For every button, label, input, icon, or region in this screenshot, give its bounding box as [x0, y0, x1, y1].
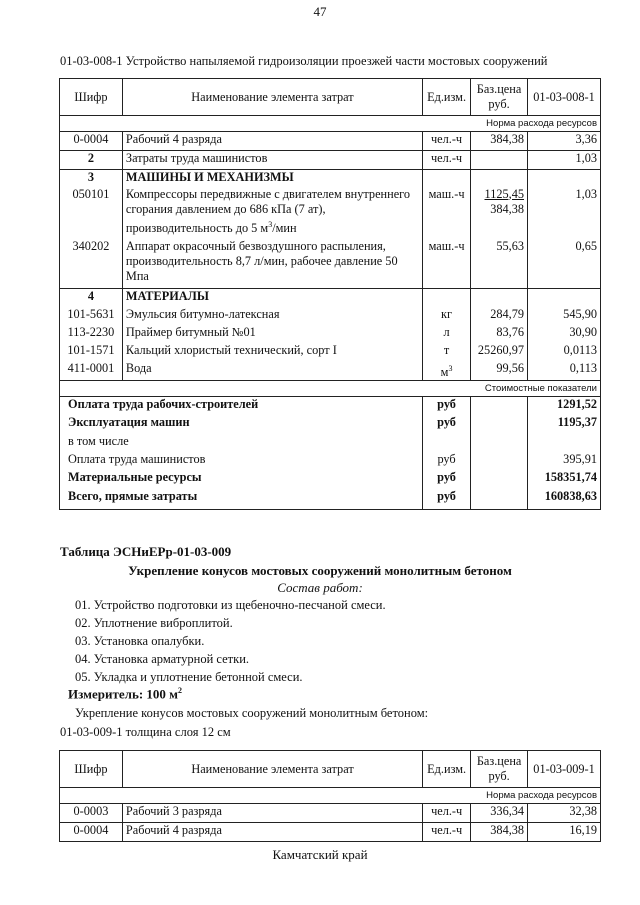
table1-header-row: [60, 79, 601, 116]
table2-title: Таблица ЭСНиЕРр-01-03-009: [60, 544, 232, 559]
table1: [59, 78, 601, 510]
cost-label: Стоимостные показатели: [60, 380, 601, 396]
cell-price: 25260,97: [471, 343, 528, 361]
cell-value: 16,19: [528, 823, 601, 842]
cell-price: [471, 187, 528, 239]
cell-name: Рабочий 4 разряда: [122, 132, 422, 151]
cell-cipher: 101-1571: [60, 343, 123, 361]
table-row: [60, 187, 601, 239]
total-row: [60, 489, 601, 509]
work-item: 03. Установка опалубки.: [75, 634, 205, 648]
norm-label: Норма расхода ресурсов: [60, 116, 601, 132]
cell-value: 0,0113: [528, 343, 601, 361]
total-value: 1291,52: [528, 396, 601, 415]
cell-cipher: 0-0004: [60, 132, 123, 151]
cell-cipher: 101-5631: [60, 307, 123, 325]
total-row: [60, 434, 601, 452]
table2-name: Укрепление конусов мостовых сооружений монолитным бетоном: [128, 563, 512, 578]
norm-row: [60, 116, 601, 132]
price-bottom: 384,38: [490, 201, 525, 216]
cost-row: [60, 380, 601, 396]
cell-price: 384,38: [471, 823, 528, 842]
unit-text: м: [440, 364, 449, 379]
total-value: 395,91: [528, 452, 601, 470]
cell-price: 99,56: [471, 361, 528, 381]
measure-text: Измеритель: 100 м: [68, 686, 179, 702]
work-composition-title: Состав работ:: [277, 580, 363, 595]
cell-name-text: Компрессоры передвижные с двигателем внутреннего сгорания давлением до 686 кПа (7 ат), производительность до 5 м: [125, 186, 411, 235]
cell-name-tail: /мин: [272, 220, 297, 235]
total-value: 1195,37: [528, 415, 601, 434]
header-name: Наименование элемента затрат: [122, 751, 422, 788]
section-title: МАТЕРИАЛЫ: [122, 289, 422, 307]
superscript: 3: [268, 219, 273, 229]
total-row: [60, 396, 601, 415]
cell-unit: чел.-ч: [423, 823, 471, 842]
cell-name: Кальций хлористый технический, сорт I: [122, 343, 422, 361]
cell-value: 0,113: [528, 361, 601, 381]
cell-cipher: 411-0001: [60, 361, 123, 381]
cell-name: Затраты труда машинистов: [122, 151, 422, 170]
table-row: [60, 239, 601, 289]
header-code: 01-03-009-1: [528, 751, 601, 788]
cell-unit: маш.-ч: [423, 239, 471, 289]
work-item: 05. Укладка и уплотнение бетонной смеси.: [75, 670, 303, 684]
section-number: 3: [60, 170, 123, 187]
table-row: [60, 343, 601, 361]
header-unit: Ед.изм.: [423, 79, 471, 116]
norm-row: [60, 788, 601, 804]
table1-heading: 01-03-008-1 Устройство напыляемой гидроизоляции проезжей части мостовых сооружений: [60, 54, 548, 68]
total-value: 160838,63: [528, 489, 601, 509]
header-cipher: Шифр: [60, 79, 123, 116]
total-name: Оплата труда рабочих-строителей: [60, 396, 423, 415]
cell-unit: кг: [423, 307, 471, 325]
table-row: [60, 361, 601, 381]
total-value: 158351,74: [528, 470, 601, 489]
table-row: [60, 151, 601, 170]
section-number: 4: [60, 289, 123, 307]
price-top: 1125,45: [484, 186, 525, 201]
cell-unit: маш.-ч: [423, 187, 471, 239]
cell-cipher: 113-2230: [60, 325, 123, 343]
header-cipher: Шифр: [60, 751, 123, 788]
cell-value: 0,65: [528, 239, 601, 289]
total-row: [60, 415, 601, 434]
cell-name: Эмульсия битумно-латексная: [122, 307, 422, 325]
cell-value: 3,36: [528, 132, 601, 151]
cell-unit: т: [423, 343, 471, 361]
superscript: 3: [448, 363, 453, 373]
header-name: Наименование элемента затрат: [122, 79, 422, 116]
table-row: [60, 307, 601, 325]
cell-cipher: 050101: [60, 187, 123, 239]
header-unit: Ед.изм.: [423, 751, 471, 788]
cell-value: 1,03: [528, 187, 601, 239]
cell-name: Рабочий 4 разряда: [122, 823, 422, 842]
cell-value: 1,03: [528, 151, 601, 170]
total-row: [60, 470, 601, 489]
cell-name: [122, 187, 422, 239]
header-base-price: Баз.цена руб.: [471, 79, 528, 116]
page-number: 47: [313, 4, 327, 19]
cell-name: Рабочий 3 разряда: [122, 804, 422, 823]
cell-unit: чел.-ч: [423, 804, 471, 823]
superscript: 2: [178, 686, 183, 695]
total-name: Эксплуатация машин: [60, 415, 423, 434]
cell-price: 336,34: [471, 804, 528, 823]
table2-code-line: 01-03-009-1 толщина слоя 12 см: [60, 725, 231, 739]
total-name: Оплата труда машинистов: [60, 452, 423, 470]
total-name: Материальные ресурсы: [60, 470, 423, 489]
total-unit: руб: [423, 452, 471, 470]
total-unit: [423, 434, 471, 452]
cell-cipher: 0-0003: [60, 804, 123, 823]
cell-price: 55,63: [471, 239, 528, 289]
section-row: [60, 289, 601, 307]
cell-unit: чел.-ч: [423, 151, 471, 170]
header-base-price: Баз.цена руб.: [471, 751, 528, 788]
table2-description: Укрепление конусов мостовых сооружений монолитным бетоном:: [75, 706, 429, 720]
cell-price: 83,76: [471, 325, 528, 343]
section-title: МАШИНЫ И МЕХАНИЗМЫ: [122, 170, 422, 187]
total-unit: руб: [423, 489, 471, 509]
total-name: Всего, прямые затраты: [60, 489, 423, 509]
cell-name: Вода: [122, 361, 422, 381]
total-unit: руб: [423, 415, 471, 434]
cell-value: 32,38: [528, 804, 601, 823]
cell-unit: чел.-ч: [423, 132, 471, 151]
work-item: 01. Устройство подготовки из щебеночно-песчаной смеси.: [75, 598, 386, 612]
table-row: [60, 132, 601, 151]
cell-price: 284,79: [471, 307, 528, 325]
total-unit: руб: [423, 470, 471, 489]
total-value: [528, 434, 601, 452]
table2-header-row: [60, 751, 601, 788]
footer-region: Камчатский край: [272, 847, 368, 862]
table2: [59, 750, 601, 842]
section-row: [60, 170, 601, 187]
measure-line: [68, 686, 182, 702]
norm-label: Норма расхода ресурсов: [60, 788, 601, 804]
table-row: [60, 823, 601, 842]
cell-unit: [423, 361, 471, 381]
cell-value: 545,90: [528, 307, 601, 325]
cell-cipher: 340202: [60, 239, 123, 289]
cell-cipher: 2: [60, 151, 123, 170]
cell-value: 30,90: [528, 325, 601, 343]
cell-price: 384,38: [471, 132, 528, 151]
total-unit: руб: [423, 396, 471, 415]
cell-price: [471, 151, 528, 170]
table-row: [60, 325, 601, 343]
work-item: 02. Уплотнение виброплитой.: [75, 616, 233, 630]
cell-unit: л: [423, 325, 471, 343]
total-name: в том числе: [60, 434, 423, 452]
work-item: 04. Установка арматурной сетки.: [75, 652, 250, 666]
table-row: [60, 804, 601, 823]
cell-cipher: 0-0004: [60, 823, 123, 842]
cell-name: Аппарат окрасочный безвоздушного распыления, производительность 8,7 л/мин, рабочее давление 50 Мпа: [122, 239, 422, 289]
total-row: [60, 452, 601, 470]
cell-name: Праймер битумный №01: [122, 325, 422, 343]
header-code: 01-03-008-1: [528, 79, 601, 116]
